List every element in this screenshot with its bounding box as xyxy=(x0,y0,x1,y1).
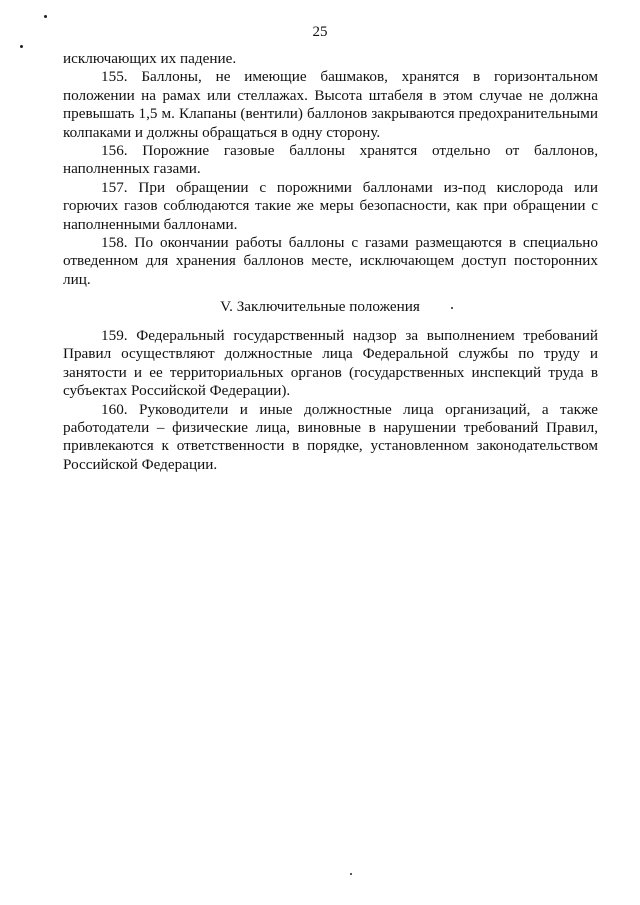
page-number: 25 xyxy=(312,24,328,40)
paragraph-160: 160. Руководители и иные должностные лица организаций, а также работодатели – физические лица, виновные в нарушении требований Правил, привлекаются к ответственности в порядке, установленном законодательством Российской Федерации. xyxy=(63,400,598,473)
scan-speck xyxy=(44,15,47,18)
scan-speck xyxy=(350,873,352,875)
text-block-bottom xyxy=(63,327,598,474)
text-block-top xyxy=(63,50,598,289)
paragraph-155: 155. Баллоны, не имеющие башмаков, хранятся в горизонтальном положении на рамах или стеллажах. Высота штабеля в этом случае не должна превышать 1,5 м. Клапаны (вентили) баллонов закрываются предохранительными колпаками и должны обращаться в одну сторону. xyxy=(63,68,598,141)
paragraph-158: 158. По окончании работы баллоны с газами размещаются в специально отведенном для хранения баллонов месте, исключающем доступ посторонних лиц. xyxy=(63,234,598,288)
paragraph-156: 156. Порожние газовые баллоны хранятся отдельно от баллонов, наполненных газами. xyxy=(63,142,598,178)
paragraph-continuation: исключающих их падение. xyxy=(63,50,237,67)
paragraph-157: 157. При обращении с порожними баллонами из-под кислорода или горючих газов соблюдаются такие же меры безопасности, как при обращении с наполненными баллонами. xyxy=(63,178,598,233)
paragraph-159: 159. Федеральный государственный надзор за выполнением требований Правил осуществляют должностные лица Федеральной службы по труду и занятости и ее территориальных органов (государственных инспекций труда в субъектах Российской Федерации). xyxy=(63,327,598,400)
section-heading: V. Заключительные положения xyxy=(220,298,420,315)
scan-speck xyxy=(20,45,23,48)
